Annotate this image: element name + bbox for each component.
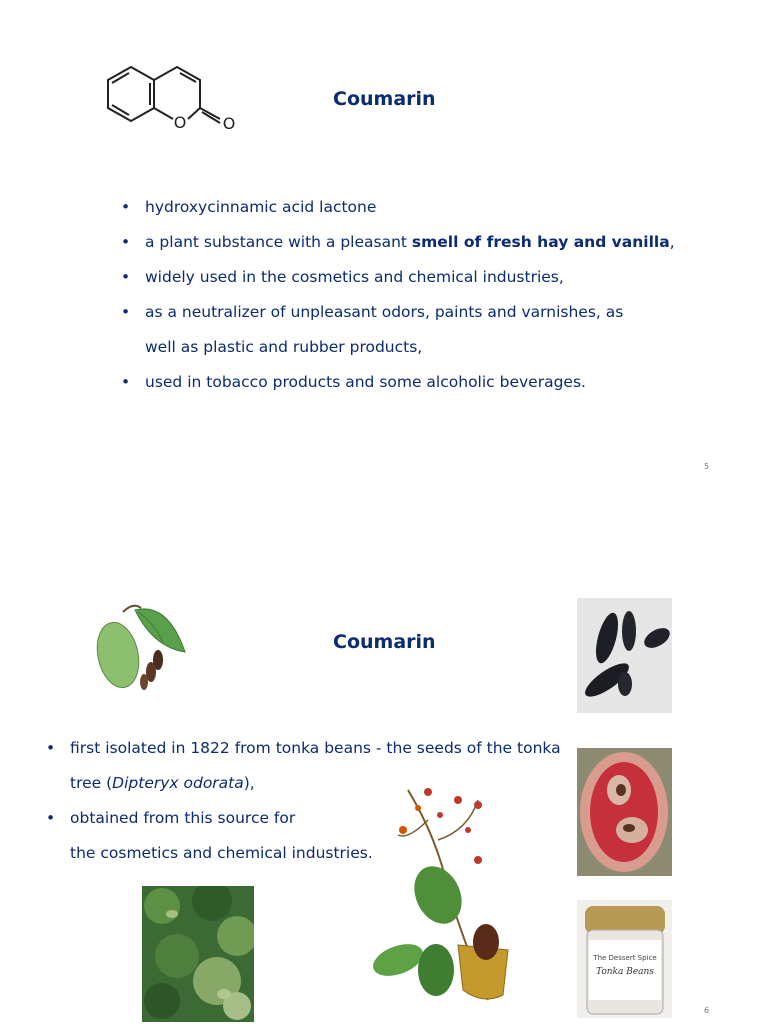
bullet-icon: • (121, 233, 131, 251)
page-number: 5 (704, 462, 710, 471)
list-item-continuation (121, 337, 675, 357)
list-item (121, 267, 675, 287)
tonka-beans-jar-image (577, 900, 672, 1018)
bullet-icon: • (46, 809, 56, 827)
bullet-list (121, 197, 675, 392)
list-item (121, 197, 675, 217)
list-item (46, 738, 561, 758)
carbonyl-oxygen-label: O (222, 114, 236, 133)
bullet-bold-text: smell of fresh hay and vanilla (411, 233, 670, 251)
bullet-text: tree ( (70, 774, 113, 792)
bullet-text: ), (243, 774, 255, 792)
jar-label-line1: The Dessert Spice (593, 954, 657, 962)
bullet-icon: • (121, 303, 131, 321)
bullet-text: the cosmetics and chemical industries. (70, 844, 373, 862)
bullet-text: a plant substance with a pleasant (145, 233, 412, 251)
page-number: 6 (704, 1006, 710, 1015)
bullet-text: as a neutralizer of unpleasant odors, paints and varnishes, as (145, 303, 624, 321)
bullet-icon: • (121, 268, 131, 286)
pyranone-ring (154, 67, 200, 108)
tonka-tree-image (142, 886, 254, 1022)
bullet-text: , (669, 233, 675, 251)
ring-oxygen-label: O (173, 113, 187, 132)
dried-tonka-beans-image (577, 598, 672, 713)
bullet-text: used in tobacco products and some alcoholic beverages. (145, 373, 586, 391)
page-title: Coumarin (333, 88, 436, 110)
benzene-ring (108, 67, 154, 121)
bullet-icon: • (46, 739, 56, 757)
coumarin-structure-image (96, 56, 246, 138)
list-item (121, 372, 675, 392)
page-title: Coumarin (333, 631, 436, 653)
bullet-icon: • (121, 198, 131, 216)
slide-6 (0, 512, 768, 1024)
tonka-fruit-image (93, 602, 188, 697)
cut-tonka-fruit-image (577, 748, 672, 876)
bullet-text: first isolated in 1822 from tonka beans - the seeds of the tonka (70, 739, 561, 757)
species-name: Dipteryx odorata (112, 774, 244, 792)
bullet-text: hydroxycinnamic acid lactone (145, 198, 377, 216)
bullet-icon: • (121, 373, 131, 391)
list-item (121, 302, 675, 322)
bullet-text: well as plastic and rubber products, (145, 338, 423, 356)
list-item (121, 232, 675, 252)
tonka-botanical-illustration (368, 780, 518, 1010)
jar-label-line2: Tonka Beans (596, 967, 654, 977)
bullet-text: widely used in the cosmetics and chemical industries, (145, 268, 564, 286)
bullet-text: obtained from this source for (70, 809, 296, 827)
